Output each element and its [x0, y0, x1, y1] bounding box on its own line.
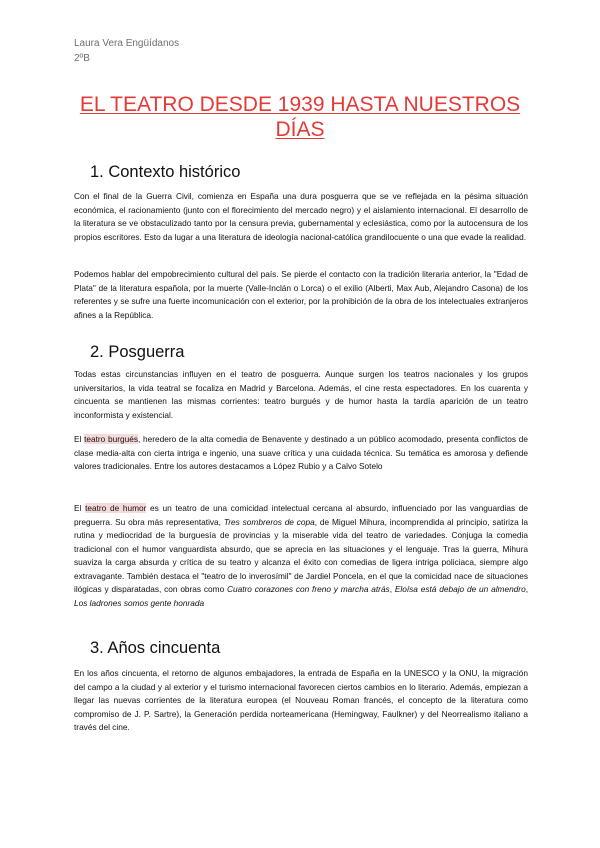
- section-heading-contexto: 1. Contexto histórico: [90, 163, 241, 181]
- text-run: , heredero de la alta comedia de Benavente y destinado a un público acomodado, presenta conflictos de clase media-alta con cierta intriga e ingenio, una suave crítica y una cuidada técnica. Su temática es amorosa y defiende valores tradicionales. Entre los autores destacamos a López Rubio y a Calvo Sotelo: [74, 434, 528, 471]
- paragraph-contexto-1: Con el final de la Guerra Civil, comienza en España una dura posguerra que se ve reflejada en la pésima situación económica, el racionamiento (junto con el florecimiento del mercado negro) y el aislamiento internacional. El desarrollo de la literatura se ve obstaculizado tanto por la censura previa, gubernamental y eclesiástica, como por la autocensura de los propios escritores. Esto da lugar a una literatura de ideología nacional-católica grandilocuente o una que evade la realidad.: [74, 191, 528, 242]
- highlighted-term-teatro-burgues: teatro burgués: [84, 434, 138, 444]
- text-run: El: [74, 503, 86, 513]
- section-heading-posguerra: 2. Posguerra: [90, 343, 185, 361]
- work-title: Tres sombreros de copa: [223, 516, 315, 527]
- text-run: El: [74, 434, 85, 444]
- work-title: Los ladrones somos gente honrada: [74, 597, 205, 608]
- work-title: Eloísa está debajo de un almendro: [394, 584, 526, 594]
- author-name: Laura Vera Engüídanos: [74, 38, 180, 49]
- paragraph-posguerra-1: Todas estas circunstancias influyen en el teatro de posguerra. Aunque surgen los teatros nacionales y los grupos universitarios, la vida teatral se focaliza en Madrid y Barcelona. Además, el cine resta espectadores. En los cuarenta y cincuenta se mantienen las mismas corrientes: teatro burgués y de humor hasta la tardía aparición de un teatro inconformista y existencial.: [74, 369, 528, 420]
- work-title: Cuatro corazones con freno y marcha atrás: [227, 584, 390, 594]
- document-title: EL TEATRO DESDE 1939 HASTA NUESTROS DÍAS: [79, 93, 521, 141]
- highlighted-term-teatro-humor: teatro de humor: [85, 503, 147, 513]
- page-header: [74, 36, 179, 66]
- class-grade: 2ºB: [74, 53, 90, 64]
- paragraph-teatro-humor: [74, 502, 528, 610]
- text-run: ,: [525, 584, 528, 594]
- paragraph-contexto-2: Podemos hablar del empobrecimiento cultural del país. Se pierde el contacto con la tradición literaria anterior, la "Edad de Plata" de la literatura española, por la muerte (Valle-Inclán o Lorca) o el exilio (Alberti, Max Aub, Alejandro Casona) de los referentes y se sufre una fuerte incomunicación con el exterior, por la prohibición de la obra de los intelectuales extranjeros afines a la República.: [74, 269, 528, 320]
- text-run: ,: [389, 584, 395, 594]
- paragraph-teatro-burgues: [74, 433, 528, 474]
- text-run: , de Miguel Mihura, incomprendida al principio, satiriza la rutina y mediocridad de la burguesía de provincias y la miserable vida del teatro de variedades. Conjuga la comedia tradicional con el humor vanguardista absurdo, que se aprecia en las situaciones y el lenguaje. Tras la guerra, Mihura suaviza la carga absurda y crítica de su teatro y alcanza el éxito con comedias de ligera intriga policiaca, siempre algo extravagante. También destaca el "teatro de lo inverosímil" de Jardiel Poncela, en el que la comicidad nace de situaciones ilógicas y disparatadas, con obras como: [74, 516, 528, 594]
- paragraph-anos-cincuenta-1: En los años cincuenta, el retorno de algunos embajadores, la entrada de España en la UNESCO y la ONU, la migración del campo a la ciudad y al exterior y el turismo internacional favorecen ciertos cambios en lo literario. Además, empiezan a llegar las nuevas corrientes de la literatura europea (el Nouveau Roman francés, el concepto de la literatura como compromiso de J. P. Sartre), la Generación perdida norteamericana (Hemingway, Faulkner) y del Neorrealismo italiano a través del cine.: [74, 668, 528, 732]
- section-heading-anos-cincuenta: 3. Años cincuenta: [90, 639, 221, 657]
- text-run: es un teatro de una comicidad intelectual cercana al absurdo, influenciado por las vanguardias de preguerra. Su obra más representativa,: [74, 503, 529, 527]
